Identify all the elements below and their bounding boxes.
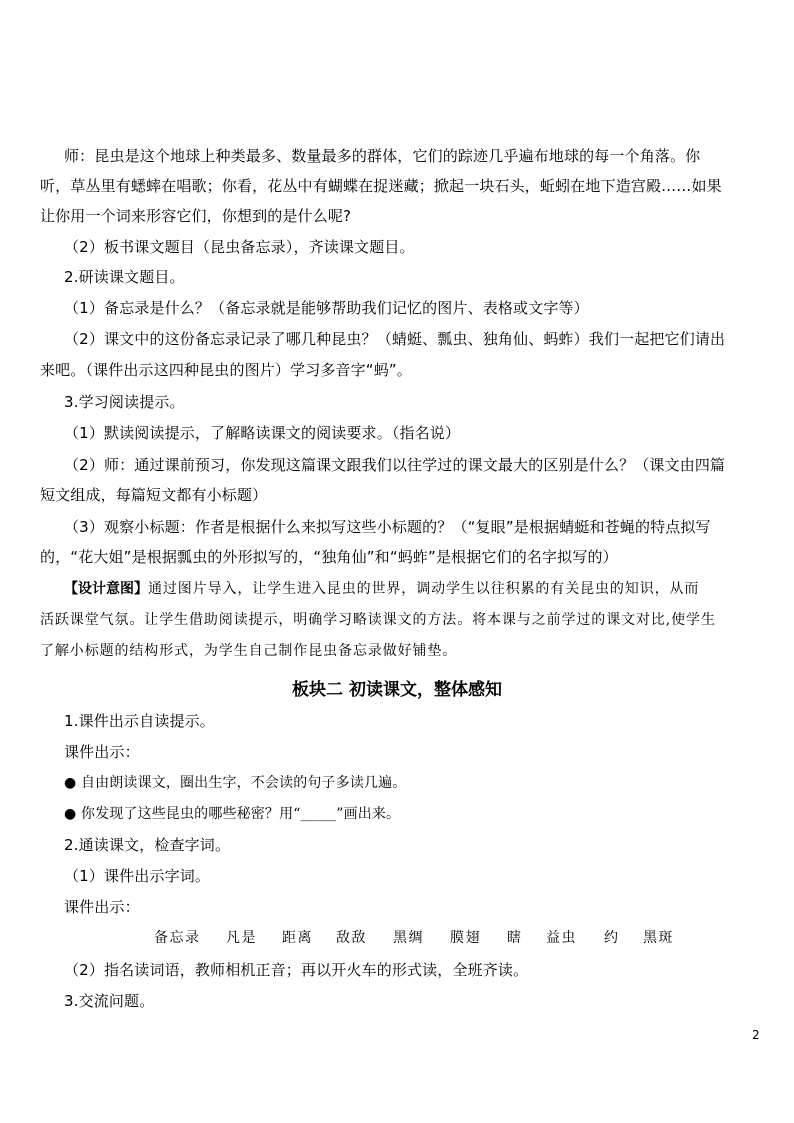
- paragraph-line: 的，“花大姐”是根据瓢虫的外形拟写的，“独角仙”和“蚂蚱”是根据它们的名字拟写的）: [40, 548, 618, 566]
- paragraph-line: （2）指名读词语，教师相机正音；再以开火车的形式读，全班齐读。: [64, 961, 529, 979]
- design-intent-line: 活跃课堂气氛。让学生借助阅读提示，明确学习略读课文的方法。将本课与之前学过的课文对比,使学生: [40, 612, 716, 628]
- bullet-item: ● 自由朗读课文，圈出生字，不会读的句子多读几遍。: [64, 775, 407, 791]
- paragraph-line: 3.学习阅读提示。: [64, 393, 185, 411]
- word-item: 黑斑: [643, 930, 674, 946]
- paragraph-line: 1.课件出示自读提示。: [64, 712, 215, 730]
- word-item: 黑绸: [393, 930, 424, 946]
- paragraph-line: （1）备忘录是什么？（备忘录就是能够帮助我们记忆的图片、表格或文字等）: [64, 299, 589, 317]
- paragraph-line: 来吧。（课件出示这四种昆虫的图片）学习多音字“蚂”。: [40, 361, 412, 379]
- paragraph-line: （3）观察小标题：作者是根据什么来拟写这些小标题的？（“复眼”是根据蜻蜓和苍蝇的特点拟写: [64, 518, 711, 536]
- paragraph-line: 短文组成，每篇短文都有小标题）: [40, 486, 268, 504]
- word-item: 凡是: [226, 930, 257, 946]
- design-intent-line: 了解小标题的结构形式，为学生自己制作昆虫备忘录做好铺垫。: [40, 643, 458, 659]
- word-item: 敌敌: [336, 930, 367, 946]
- paragraph-line: 课件出示：: [64, 743, 140, 761]
- word-item: 膜翅: [450, 930, 481, 946]
- paragraph-line: 3.交流问题。: [64, 992, 155, 1010]
- word-item: 益虫: [546, 930, 577, 946]
- word-item: 瞎: [507, 930, 523, 946]
- paragraph-line: 师：昆虫是这个地球上种类最多、数量最多的群体，它们的踪迹几乎遍布地球的每一个角落。你: [64, 147, 701, 165]
- paragraph-line: （1）默读阅读提示，了解略读课文的阅读要求。（指名说）: [64, 424, 461, 442]
- bullet-item: ● 你发现了这些昆虫的哪些秘密？用“_____”画出来。: [64, 806, 401, 822]
- paragraph-line: （2）师：通过课前预习，你发现这篇课文跟我们以往学过的课文最大的区别是什么？（课文由四篇: [64, 456, 726, 474]
- paragraph-line: （1）课件出示字词。: [64, 867, 211, 885]
- design-intent-label: 【设计意图】: [64, 581, 148, 597]
- paragraph-line: （2）课文中的这份备忘录记录了哪几种昆虫？（蜻蜓、瓢虫、独角仙、蚂蚱）我们一起把它们请出: [64, 330, 726, 348]
- design-intent-line: 【设计意图】通过图片导入，让学生进入昆虫的世界，调动学生以往积累的有关昆虫的知识，从而: [64, 581, 700, 597]
- word-item: 距离: [282, 930, 313, 946]
- paragraph-line: 听，草丛里有蟋蟀在唱歌；你看，花丛中有蝴蝶在捉迷藏；掀起一块石头，蚯蚓在地下造宫殿……如果: [40, 177, 722, 195]
- paragraph-line: 课件出示：: [64, 898, 140, 916]
- paragraph-line: 让你用一个词来形容它们，你想到的是什么呢?: [40, 207, 352, 225]
- paragraph-line: 2.研读课文题目。: [64, 268, 185, 286]
- word-item: 备忘录: [154, 930, 201, 946]
- paragraph-line: （2）板书课文题目（昆虫备忘录），齐读课文题目。: [64, 238, 415, 256]
- page-number: 2: [752, 1028, 760, 1042]
- paragraph-line: 2.通读课文，检查字词。: [64, 836, 231, 854]
- section-heading: 板块二 初读课文，整体感知: [292, 680, 502, 700]
- word-list: [0, 929, 794, 947]
- word-item: 约: [604, 930, 620, 946]
